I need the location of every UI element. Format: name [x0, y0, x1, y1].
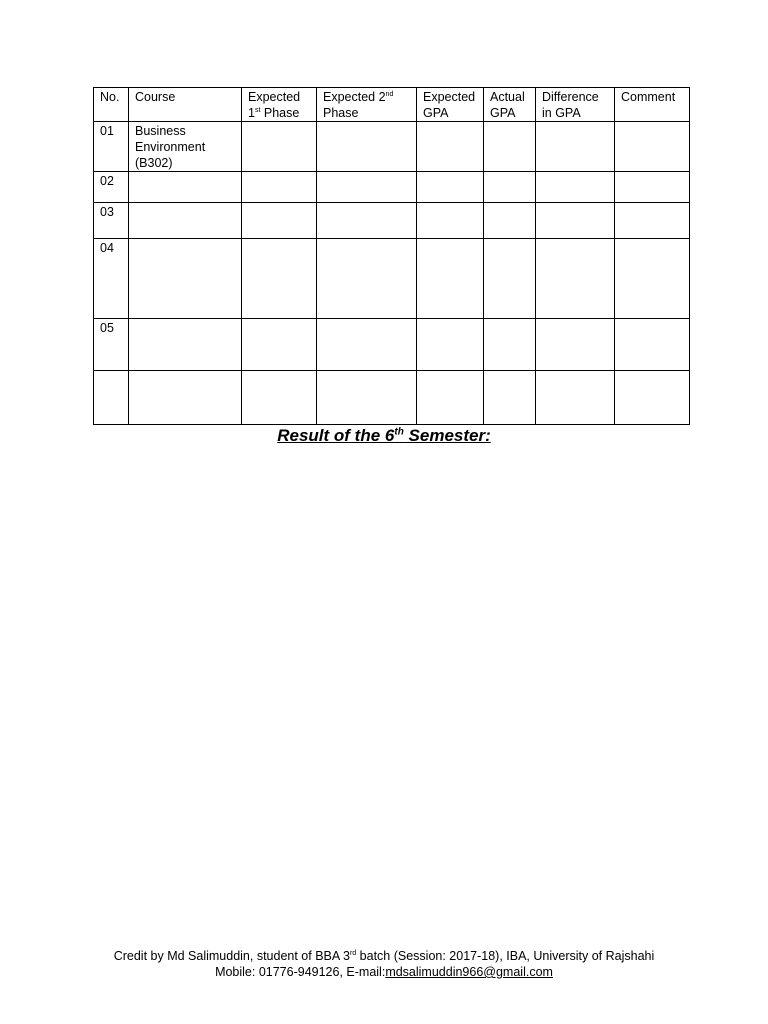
cell-course [129, 172, 242, 203]
cell-actual-gpa [484, 203, 536, 239]
cell-expected-1st [242, 371, 317, 425]
cell-expected-2nd [317, 172, 417, 203]
cell-expected-gpa [417, 371, 484, 425]
result-heading-post: Semester: [403, 426, 491, 445]
table-row-6 [94, 371, 690, 425]
header-expected-1st-sup: st [254, 106, 261, 114]
email-link[interactable]: mdsalimuddin966@gmail.com [385, 965, 553, 979]
cell-course [129, 203, 242, 239]
cell-difference [536, 122, 615, 172]
cell-actual-gpa [484, 371, 536, 425]
header-difference-label: Difference in GPA [542, 90, 599, 120]
header-expected-1st-post: Phase [260, 106, 300, 120]
footer-mobile-label: Mobile: 01776-949126, E-mail: [215, 965, 386, 979]
cell-expected-2nd [317, 371, 417, 425]
cell-expected-1st [242, 239, 317, 319]
cell-course [129, 371, 242, 425]
cell-expected-gpa [417, 172, 484, 203]
cell-course: Business Environment (B302) [129, 122, 242, 172]
header-expected-2nd-sup: nd [385, 90, 394, 98]
cell-expected-1st [242, 203, 317, 239]
cell-no: 01 [94, 122, 129, 172]
header-actual-gpa [484, 88, 536, 122]
footer-contact-line [0, 964, 768, 980]
cell-difference [536, 203, 615, 239]
cell-comment [615, 203, 690, 239]
cell-difference [536, 371, 615, 425]
result-heading [0, 426, 768, 446]
cell-no: 03 [94, 203, 129, 239]
header-comment-label: Comment [621, 90, 676, 104]
header-expected-2nd-post: Phase [323, 106, 359, 120]
cell-course [129, 319, 242, 371]
cell-difference [536, 319, 615, 371]
cell-difference [536, 239, 615, 319]
course-gpa-table [93, 87, 690, 425]
cell-no: 04 [94, 239, 129, 319]
result-heading-pre: Result of the 6 [277, 426, 395, 445]
cell-expected-1st [242, 319, 317, 371]
cell-actual-gpa [484, 239, 536, 319]
table-row-5 [94, 319, 690, 371]
cell-comment [615, 172, 690, 203]
cell-difference [536, 172, 615, 203]
cell-actual-gpa [484, 172, 536, 203]
cell-expected-2nd [317, 203, 417, 239]
table-row-1 [94, 122, 690, 172]
header-course [129, 88, 242, 122]
cell-no [94, 371, 129, 425]
cell-expected-2nd [317, 122, 417, 172]
cell-expected-2nd [317, 239, 417, 319]
header-actual-gpa-label: Actual GPA [490, 90, 525, 120]
cell-expected-2nd [317, 319, 417, 371]
footer-credit-post: batch (Session: 2017-18), IBA, University of Rajshahi [356, 949, 655, 963]
cell-comment [615, 371, 690, 425]
header-expected-2nd-phase [317, 88, 417, 122]
cell-no: 05 [94, 319, 129, 371]
header-expected-2nd-pre: Expected 2 [323, 90, 386, 104]
cell-actual-gpa [484, 319, 536, 371]
header-expected-1st-phase [242, 88, 317, 122]
header-expected-gpa [417, 88, 484, 122]
header-expected-gpa-label: Expected GPA [423, 90, 476, 120]
cell-expected-gpa [417, 122, 484, 172]
header-no-label: No. [100, 90, 120, 104]
header-expected-1st-pre: Expected 1 [248, 90, 301, 120]
cell-expected-gpa [417, 203, 484, 239]
cell-expected-1st [242, 172, 317, 203]
cell-no: 02 [94, 172, 129, 203]
header-difference-in-gpa [536, 88, 615, 122]
cell-comment [615, 319, 690, 371]
table-row-3 [94, 203, 690, 239]
footer-credit-sup: rd [349, 949, 357, 957]
cell-actual-gpa [484, 122, 536, 172]
table-row-2 [94, 172, 690, 203]
cell-expected-gpa [417, 319, 484, 371]
cell-expected-gpa [417, 239, 484, 319]
footer-credit-pre: Credit by Md Salimuddin, student of BBA 3 [113, 949, 350, 963]
result-heading-sup: th [394, 426, 404, 438]
page-footer [0, 948, 768, 980]
header-course-label: Course [135, 90, 176, 104]
cell-course [129, 239, 242, 319]
table-row-4 [94, 239, 690, 319]
header-comment [615, 88, 690, 122]
header-no [94, 88, 129, 122]
cell-comment [615, 122, 690, 172]
table-header-row [94, 88, 690, 122]
footer-credit-line [0, 948, 768, 964]
cell-comment [615, 239, 690, 319]
cell-expected-1st [242, 122, 317, 172]
